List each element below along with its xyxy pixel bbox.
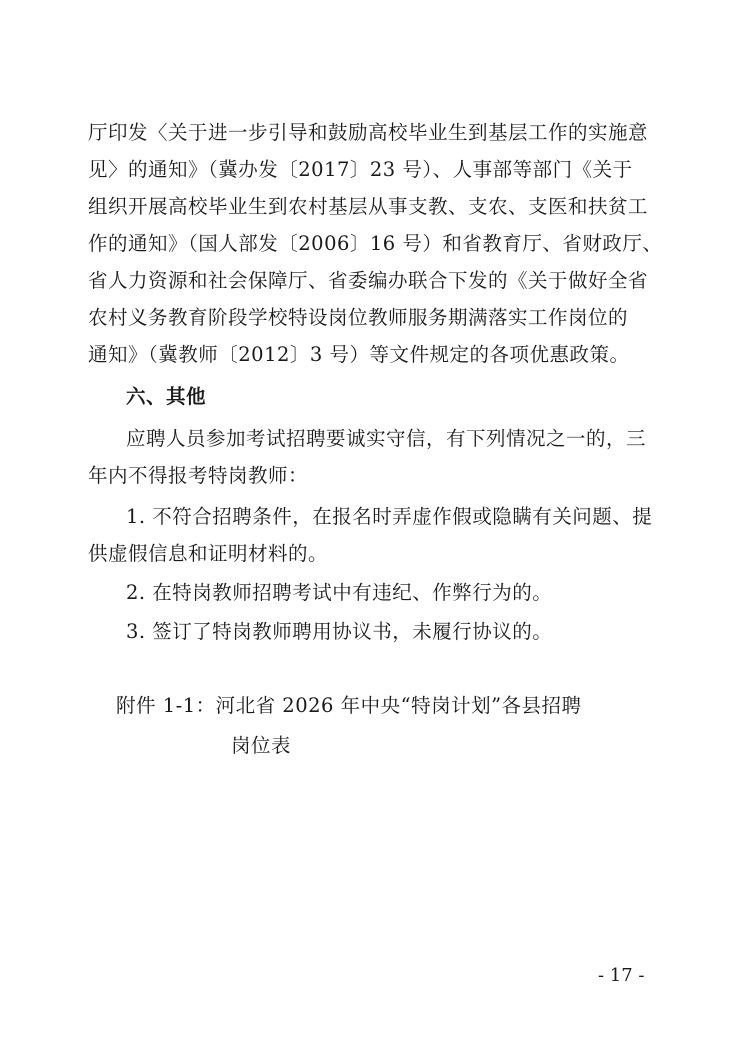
section-intro-line-1: 应聘人员参加考试招聘要诚实守信，有下列情况之一的，三 <box>126 427 647 450</box>
body-line-7: 通知》（冀教师〔2012〕3 号）等文件规定的各项优惠政策。 <box>88 343 630 366</box>
body-line-2: 见〉的通知》（冀办发〔2017〕23 号）、人事部等部门《关于 <box>88 158 633 181</box>
body-line-4: 作的通知》（国人部发〔2006〕16 号）和省教育厅、省财政厅、 <box>88 232 663 255</box>
body-line-6: 农村义务教育阶段学校特设岗位教师服务期满落实工作岗位的 <box>88 306 629 329</box>
page-number: - 17 - <box>598 965 645 986</box>
section-intro-line-2: 年内不得报考特岗教师： <box>88 464 309 487</box>
body-line-3: 组织开展高校毕业生到农村基层从事支教、支农、支医和扶贫工 <box>88 195 649 218</box>
item-1-line-2: 供虚假信息和证明材料的。 <box>88 542 329 565</box>
item-2: 2. 在特岗教师招聘考试中有违纪、作弊行为的。 <box>126 581 553 604</box>
attachment-title-line-2: 岗位表 <box>231 734 292 757</box>
body-line-5: 省人力资源和社会保障厅、省委编办联合下发的《关于做好全省 <box>88 269 649 292</box>
body-line-1: 厅印发〈关于进一步引导和鼓励高校毕业生到基层工作的实施意 <box>88 121 649 144</box>
item-3: 3. 签订了特岗教师聘用协议书，未履行协议的。 <box>126 620 553 643</box>
item-1-line-1: 1. 不符合招聘条件，在报名时弄虚作假或隐瞒有关问题、提 <box>126 505 653 528</box>
attachment-title-line-1: 附件 1-1：河北省 2026 年中央“特岗计划”各县招聘 <box>116 694 582 717</box>
section-heading: 六、其他 <box>126 385 207 408</box>
